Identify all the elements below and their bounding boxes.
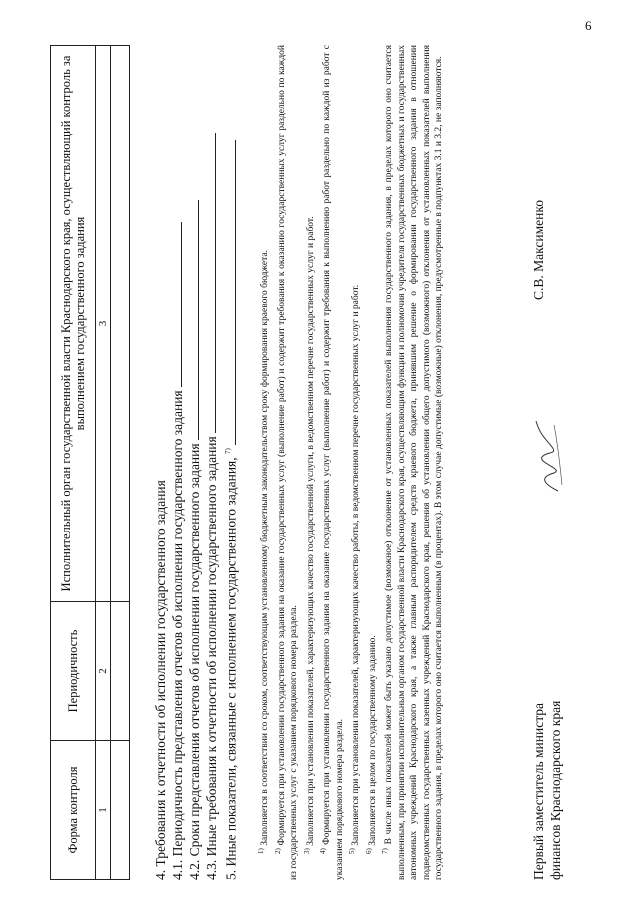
footnote-text: Формируется при установлении государственного задания на оказание государственных услуг (выполнение работ) и содержит требования к выполнению работ раздельно по каждой из работ с указанием порядкового номера раздела. — [322, 45, 345, 880]
control-table — [50, 45, 130, 880]
footnote-5 — [346, 45, 363, 880]
footnote-text: В числе иных показателей может быть указано допустимое (возможное) отклонение от установленных показателей выполнения государственного задания, в пределах которого оно считается выполненным, при принятии исполнительным органом государственной власти Краснодарского края, осуществляющим функции и полномочия учредителя государственных бюджетных и государственных автономных учреждений Краснодарского края, а также главным распорядителем средств краевого бюджета, принявшим решение о формировании государственного задания в отношении подведомственных государственных казенных учреждений Краснодарского края, решения об установлении общего допустимого (возможного) отклонения от установленных показателей выполнения государственного задания, в пределах которого оно считается выполненным (в процентах). В этом случае допустимые (возможные) отклонения, предусмотренные в подпунктах 3.1 и 3.2, не заполняются. — [384, 45, 444, 880]
footnote-2 — [272, 45, 301, 880]
table-cell — [111, 741, 130, 880]
section-5-text: 5. Иные показатели, связанные с исполнением государственного задания, — [223, 457, 239, 880]
column-number-2: 2 — [96, 602, 111, 741]
footnote-ref: 7) — [224, 448, 232, 454]
section-4-3 — [203, 45, 220, 880]
header-executive-body: Исполнительный орган государственной власти Краснодарского края, осуществляющий контроль за выполнением государственного задания — [51, 46, 96, 602]
table-number-row — [96, 46, 111, 880]
signatory-position-line-1: Первый заместитель министра — [531, 702, 546, 880]
handwritten-signature — [528, 415, 568, 495]
footnote-text: Заполняется при установлении показателей, характеризующих качество государственной услуги, в ведомственном перечне государственных услуг и работ. — [305, 216, 316, 846]
fill-line — [170, 222, 182, 387]
section-4-title: 4. Требования к отчетности об исполнении государственного задания — [153, 480, 168, 880]
footnote-mark: 3) — [302, 848, 311, 854]
footnote-6 — [363, 45, 380, 880]
footnotes — [255, 45, 445, 880]
footnote-mark: 1) — [257, 848, 265, 854]
footnote-mark: 6) — [364, 848, 373, 854]
table-cell — [111, 602, 130, 741]
signatory-name: С.В. Максименко — [531, 200, 546, 300]
table-header-row — [51, 46, 96, 880]
column-number-1: 1 — [96, 741, 111, 880]
section-4-1 — [169, 45, 186, 880]
footnote-mark: 4) — [319, 848, 328, 854]
table-cell — [111, 46, 130, 602]
fill-line — [204, 133, 216, 433]
section-4-3-text: 4.3. Иные требования к отчетности об исполнении государственного задания — [204, 436, 219, 880]
footnote-text: Заполняется при установлении показателей, характеризующих качество работы, в ведомственном перечне государственных услуг и работ. — [351, 284, 362, 846]
reporting-requirements-section — [152, 45, 240, 880]
section-4-2-text: 4.2. Сроки представления отчетов об исполнении государственного задания — [187, 443, 202, 880]
section-4-1-text: 4.1. Периодичность представления отчетов об исполнении государственного задания — [170, 390, 185, 880]
footnote-text: Формируется при установлении государственного задания на оказание государственных услуг (выполнение работ) и содержит требования к оказанию государственных услуг раздельно по каждой из государственных услуг с указанием порядкового номера раздела. — [276, 45, 300, 880]
header-control-form: Форма контроля — [51, 741, 96, 880]
rotated-page-content — [50, 45, 610, 880]
footnote-mark: 5) — [348, 848, 357, 854]
column-number-3: 3 — [96, 46, 111, 602]
fill-line — [224, 140, 236, 445]
section-4-2 — [186, 45, 203, 880]
footnote-text: Заполняется в соответствии со сроком, соответствующим установленному бюджетным законодательством сроку формирования краевого бюджета. — [260, 250, 271, 846]
footnote-mark: 2) — [273, 848, 282, 854]
footnote-mark: 7) — [381, 848, 390, 854]
fill-line — [187, 200, 199, 440]
footnote-7 — [379, 45, 445, 880]
footnote-4 — [317, 45, 346, 880]
header-periodicity: Периодичность — [51, 602, 96, 741]
table-empty-row — [111, 46, 130, 880]
footnote-3 — [301, 45, 318, 880]
footnote-text: Заполняется в целом по государственному заданию. — [367, 635, 378, 846]
signatory-position-line-2: финансов Краснодарского края — [548, 700, 563, 880]
footnote-1 — [255, 45, 272, 880]
section-5 — [220, 45, 240, 880]
page-number: 6 — [585, 18, 592, 33]
